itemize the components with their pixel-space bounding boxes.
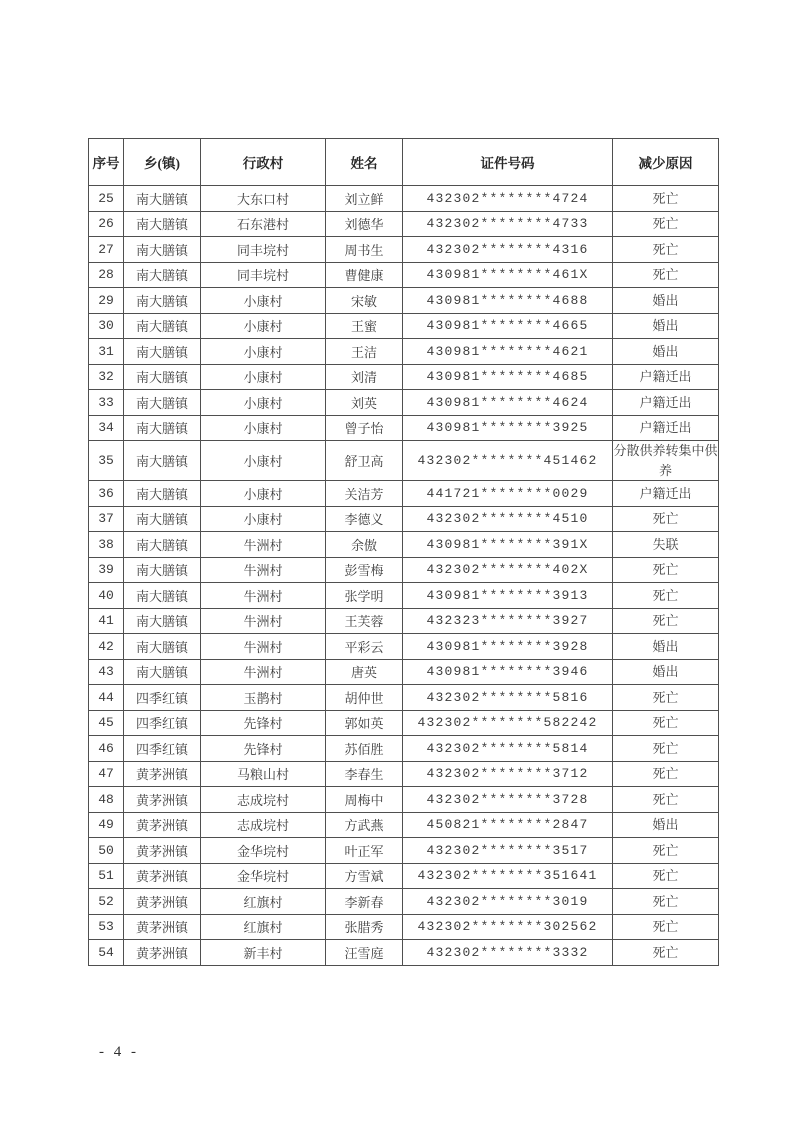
name-cell: 方武燕 <box>326 812 403 838</box>
seq-cell: 25 <box>89 186 124 212</box>
seq-cell: 28 <box>89 262 124 288</box>
reason-cell: 死亡 <box>613 710 719 736</box>
name-cell: 关洁芳 <box>326 481 403 507</box>
table-row <box>89 557 719 583</box>
village-cell: 小康村 <box>201 441 326 481</box>
village-cell: 先锋村 <box>201 710 326 736</box>
reason-cell: 户籍迁出 <box>613 481 719 507</box>
reason-cell: 死亡 <box>613 685 719 711</box>
name-cell: 彭雪梅 <box>326 557 403 583</box>
reason-cell: 死亡 <box>613 583 719 609</box>
village-cell: 牛洲村 <box>201 583 326 609</box>
column-header-1: 乡(镇) <box>124 139 201 186</box>
name-cell: 刘立鲜 <box>326 186 403 212</box>
table-row <box>89 415 719 441</box>
village-cell: 志成垸村 <box>201 787 326 813</box>
id-number-cell: 432302********3728 <box>403 787 613 813</box>
township-cell: 南大膳镇 <box>124 313 201 339</box>
seq-cell: 35 <box>89 441 124 481</box>
name-cell: 刘清 <box>326 364 403 390</box>
seq-cell: 26 <box>89 211 124 237</box>
table-body <box>89 186 719 966</box>
township-cell: 南大膳镇 <box>124 659 201 685</box>
id-number-cell: 432302********4733 <box>403 211 613 237</box>
village-cell: 小康村 <box>201 481 326 507</box>
name-cell: 方雪斌 <box>326 863 403 889</box>
village-cell: 小康村 <box>201 364 326 390</box>
table-row <box>89 736 719 762</box>
table-row <box>89 940 719 966</box>
reason-cell: 婚出 <box>613 313 719 339</box>
village-cell: 先锋村 <box>201 736 326 762</box>
reason-cell: 死亡 <box>613 608 719 634</box>
village-cell: 牛洲村 <box>201 659 326 685</box>
seq-cell: 44 <box>89 685 124 711</box>
village-cell: 小康村 <box>201 506 326 532</box>
reason-cell: 死亡 <box>613 761 719 787</box>
header-row <box>89 139 719 186</box>
seq-cell: 53 <box>89 914 124 940</box>
reason-cell: 死亡 <box>613 914 719 940</box>
table-row <box>89 889 719 915</box>
name-cell: 唐英 <box>326 659 403 685</box>
column-header-0: 序号 <box>89 139 124 186</box>
name-cell: 郭如英 <box>326 710 403 736</box>
seq-cell: 45 <box>89 710 124 736</box>
column-header-3: 姓名 <box>326 139 403 186</box>
village-cell: 小康村 <box>201 339 326 365</box>
column-header-2: 行政村 <box>201 139 326 186</box>
id-number-cell: 430981********4665 <box>403 313 613 339</box>
name-cell: 舒卫高 <box>326 441 403 481</box>
name-cell: 王洁 <box>326 339 403 365</box>
village-cell: 新丰村 <box>201 940 326 966</box>
township-cell: 黄茅洲镇 <box>124 889 201 915</box>
reason-cell: 死亡 <box>613 863 719 889</box>
reason-cell: 死亡 <box>613 889 719 915</box>
seq-cell: 29 <box>89 288 124 314</box>
reason-cell: 户籍迁出 <box>613 364 719 390</box>
id-number-cell: 430981********391X <box>403 532 613 558</box>
reason-cell: 死亡 <box>613 211 719 237</box>
id-number-cell: 430981********3913 <box>403 583 613 609</box>
name-cell: 曾子怡 <box>326 415 403 441</box>
township-cell: 四季红镇 <box>124 710 201 736</box>
id-number-cell: 432302********451462 <box>403 441 613 481</box>
seq-cell: 50 <box>89 838 124 864</box>
name-cell: 汪雪庭 <box>326 940 403 966</box>
village-cell: 玉鹊村 <box>201 685 326 711</box>
township-cell: 南大膳镇 <box>124 288 201 314</box>
seq-cell: 32 <box>89 364 124 390</box>
seq-cell: 52 <box>89 889 124 915</box>
reason-cell: 失联 <box>613 532 719 558</box>
table-row <box>89 914 719 940</box>
village-cell: 牛洲村 <box>201 532 326 558</box>
village-cell: 小康村 <box>201 390 326 416</box>
table-row <box>89 481 719 507</box>
table-row <box>89 634 719 660</box>
table-row <box>89 288 719 314</box>
seq-cell: 43 <box>89 659 124 685</box>
seq-cell: 49 <box>89 812 124 838</box>
name-cell: 刘德华 <box>326 211 403 237</box>
township-cell: 南大膳镇 <box>124 262 201 288</box>
table-row <box>89 838 719 864</box>
township-cell: 黄茅洲镇 <box>124 863 201 889</box>
name-cell: 王芙蓉 <box>326 608 403 634</box>
township-cell: 南大膳镇 <box>124 211 201 237</box>
id-number-cell: 430981********3928 <box>403 634 613 660</box>
id-number-cell: 432302********4510 <box>403 506 613 532</box>
seq-cell: 33 <box>89 390 124 416</box>
township-cell: 黄茅洲镇 <box>124 787 201 813</box>
reason-cell: 死亡 <box>613 736 719 762</box>
name-cell: 李春生 <box>326 761 403 787</box>
seq-cell: 39 <box>89 557 124 583</box>
reason-cell: 婚出 <box>613 812 719 838</box>
seq-cell: 31 <box>89 339 124 365</box>
township-cell: 南大膳镇 <box>124 583 201 609</box>
id-number-cell: 432323********3927 <box>403 608 613 634</box>
village-cell: 金华垸村 <box>201 863 326 889</box>
id-number-cell: 432302********4316 <box>403 237 613 263</box>
village-cell: 牛洲村 <box>201 557 326 583</box>
reason-cell: 户籍迁出 <box>613 390 719 416</box>
village-cell: 牛洲村 <box>201 608 326 634</box>
village-cell: 石东港村 <box>201 211 326 237</box>
reason-cell: 死亡 <box>613 838 719 864</box>
seq-cell: 36 <box>89 481 124 507</box>
name-cell: 曹健康 <box>326 262 403 288</box>
table-row <box>89 787 719 813</box>
township-cell: 南大膳镇 <box>124 608 201 634</box>
table-row <box>89 390 719 416</box>
id-number-cell: 430981********4621 <box>403 339 613 365</box>
township-cell: 四季红镇 <box>124 736 201 762</box>
id-number-cell: 430981********4688 <box>403 288 613 314</box>
id-number-cell: 432302********402X <box>403 557 613 583</box>
township-cell: 黄茅洲镇 <box>124 812 201 838</box>
township-cell: 南大膳镇 <box>124 557 201 583</box>
roster-table-container <box>88 138 719 966</box>
id-number-cell: 441721********0029 <box>403 481 613 507</box>
table-row <box>89 506 719 532</box>
table-row <box>89 339 719 365</box>
table-row <box>89 608 719 634</box>
township-cell: 黄茅洲镇 <box>124 914 201 940</box>
table-header <box>89 139 719 186</box>
township-cell: 南大膳镇 <box>124 532 201 558</box>
id-number-cell: 432302********351641 <box>403 863 613 889</box>
table-row <box>89 441 719 481</box>
township-cell: 南大膳镇 <box>124 415 201 441</box>
id-number-cell: 432302********3712 <box>403 761 613 787</box>
seq-cell: 48 <box>89 787 124 813</box>
reason-cell: 婚出 <box>613 634 719 660</box>
id-number-cell: 432302********302562 <box>403 914 613 940</box>
seq-cell: 47 <box>89 761 124 787</box>
name-cell: 王蜜 <box>326 313 403 339</box>
reason-cell: 死亡 <box>613 237 719 263</box>
reason-cell: 分散供养转集中供养 <box>613 441 719 481</box>
id-number-cell: 432302********582242 <box>403 710 613 736</box>
village-cell: 同丰垸村 <box>201 262 326 288</box>
seq-cell: 42 <box>89 634 124 660</box>
name-cell: 周梅中 <box>326 787 403 813</box>
roster-table <box>88 138 719 966</box>
name-cell: 宋敏 <box>326 288 403 314</box>
township-cell: 南大膳镇 <box>124 634 201 660</box>
seq-cell: 46 <box>89 736 124 762</box>
village-cell: 马粮山村 <box>201 761 326 787</box>
id-number-cell: 432302********4724 <box>403 186 613 212</box>
id-number-cell: 432302********3019 <box>403 889 613 915</box>
id-number-cell: 430981********4685 <box>403 364 613 390</box>
seq-cell: 37 <box>89 506 124 532</box>
township-cell: 南大膳镇 <box>124 441 201 481</box>
name-cell: 余傲 <box>326 532 403 558</box>
seq-cell: 27 <box>89 237 124 263</box>
name-cell: 刘英 <box>326 390 403 416</box>
seq-cell: 41 <box>89 608 124 634</box>
table-row <box>89 364 719 390</box>
village-cell: 同丰垸村 <box>201 237 326 263</box>
township-cell: 黄茅洲镇 <box>124 838 201 864</box>
township-cell: 南大膳镇 <box>124 339 201 365</box>
seq-cell: 30 <box>89 313 124 339</box>
table-row <box>89 532 719 558</box>
id-number-cell: 450821********2847 <box>403 812 613 838</box>
name-cell: 李德义 <box>326 506 403 532</box>
village-cell: 志成垸村 <box>201 812 326 838</box>
table-row <box>89 812 719 838</box>
reason-cell: 死亡 <box>613 262 719 288</box>
reason-cell: 户籍迁出 <box>613 415 719 441</box>
name-cell: 胡仲世 <box>326 685 403 711</box>
name-cell: 苏佰胜 <box>326 736 403 762</box>
village-cell: 红旗村 <box>201 889 326 915</box>
village-cell: 小康村 <box>201 313 326 339</box>
id-number-cell: 432302********3517 <box>403 838 613 864</box>
table-row <box>89 262 719 288</box>
reason-cell: 婚出 <box>613 659 719 685</box>
reason-cell: 死亡 <box>613 186 719 212</box>
table-row <box>89 211 719 237</box>
id-number-cell: 430981********3946 <box>403 659 613 685</box>
township-cell: 黄茅洲镇 <box>124 940 201 966</box>
reason-cell: 婚出 <box>613 339 719 365</box>
column-header-5: 减少原因 <box>613 139 719 186</box>
seq-cell: 51 <box>89 863 124 889</box>
name-cell: 平彩云 <box>326 634 403 660</box>
township-cell: 南大膳镇 <box>124 481 201 507</box>
table-row <box>89 659 719 685</box>
seq-cell: 40 <box>89 583 124 609</box>
township-cell: 南大膳镇 <box>124 186 201 212</box>
id-number-cell: 432302********5814 <box>403 736 613 762</box>
table-row <box>89 710 719 736</box>
reason-cell: 死亡 <box>613 506 719 532</box>
village-cell: 红旗村 <box>201 914 326 940</box>
village-cell: 牛洲村 <box>201 634 326 660</box>
reason-cell: 死亡 <box>613 557 719 583</box>
id-number-cell: 432302********3332 <box>403 940 613 966</box>
reason-cell: 死亡 <box>613 787 719 813</box>
name-cell: 李新春 <box>326 889 403 915</box>
name-cell: 周书生 <box>326 237 403 263</box>
table-row <box>89 313 719 339</box>
village-cell: 小康村 <box>201 415 326 441</box>
village-cell: 金华垸村 <box>201 838 326 864</box>
township-cell: 南大膳镇 <box>124 506 201 532</box>
name-cell: 张腊秀 <box>326 914 403 940</box>
table-row <box>89 761 719 787</box>
township-cell: 南大膳镇 <box>124 364 201 390</box>
village-cell: 大东口村 <box>201 186 326 212</box>
table-row <box>89 186 719 212</box>
column-header-4: 证件号码 <box>403 139 613 186</box>
table-row <box>89 583 719 609</box>
table-row <box>89 237 719 263</box>
table-row <box>89 685 719 711</box>
seq-cell: 54 <box>89 940 124 966</box>
township-cell: 黄茅洲镇 <box>124 761 201 787</box>
id-number-cell: 430981********4624 <box>403 390 613 416</box>
id-number-cell: 430981********3925 <box>403 415 613 441</box>
seq-cell: 38 <box>89 532 124 558</box>
village-cell: 小康村 <box>201 288 326 314</box>
name-cell: 张学明 <box>326 583 403 609</box>
seq-cell: 34 <box>89 415 124 441</box>
township-cell: 南大膳镇 <box>124 237 201 263</box>
reason-cell: 婚出 <box>613 288 719 314</box>
township-cell: 四季红镇 <box>124 685 201 711</box>
id-number-cell: 432302********5816 <box>403 685 613 711</box>
reason-cell: 死亡 <box>613 940 719 966</box>
id-number-cell: 430981********461X <box>403 262 613 288</box>
township-cell: 南大膳镇 <box>124 390 201 416</box>
page-number: - 4 - <box>99 1044 139 1060</box>
name-cell: 叶正军 <box>326 838 403 864</box>
table-row <box>89 863 719 889</box>
